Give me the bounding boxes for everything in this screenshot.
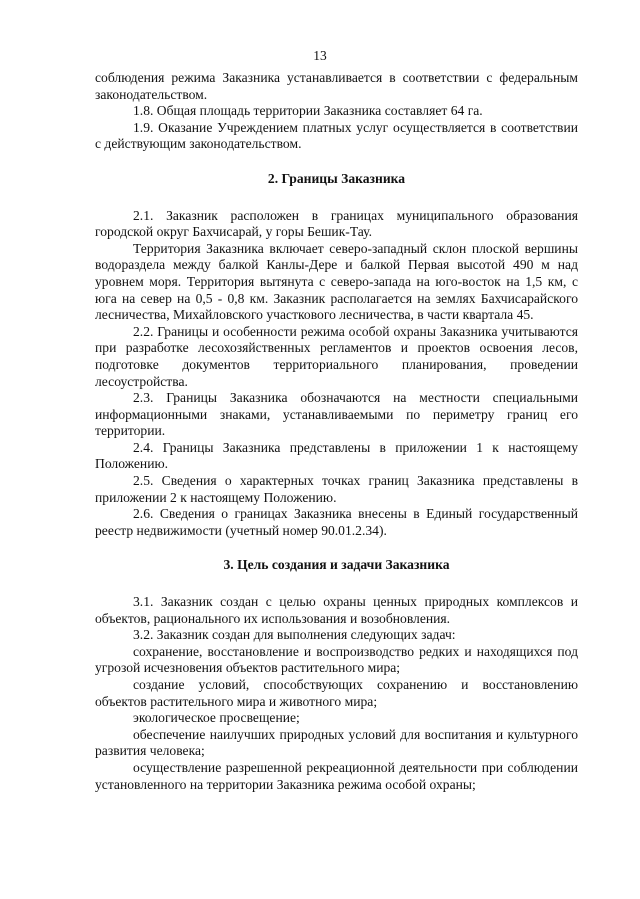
- paragraph-3-2: 3.2. Заказник создан для выполнения следующих задач:: [133, 627, 456, 643]
- paragraph-3-1: 3.1. Заказник создан с целью охраны ценных природных комплексов и объектов, рационального их использования и возобновления.: [95, 594, 578, 626]
- task-item: экологическое просвещение;: [133, 710, 300, 726]
- document-body: [95, 70, 578, 793]
- section-2-heading: 2. Границы Заказника: [267, 170, 406, 186]
- paragraph-2-3: 2.3. Границы Заказника обозначаются на местности специальными информационными знаками, устанавливаемыми по периметру границ его территории.: [95, 390, 578, 439]
- task-item: сохранение, восстановление и воспроизводство редких и находящихся под угрозой исчезновения объектов растительного мира;: [95, 643, 578, 676]
- task-item: обеспечение наилучших природных условий для воспитания и культурного развития человека;: [95, 726, 578, 759]
- paragraph-2-2: 2.2. Границы и особенности режима особой охраны Заказника учитываются при разработке лесохозяйственных регламентов и проектов освоения лесов, подготовке документов территориального планирования, проведении лесоустройства.: [95, 323, 578, 389]
- paragraph-continuation: соблюдения режима Заказника устанавливается в соответствии с федеральным законодательством.: [95, 70, 578, 102]
- paragraph-1-8: 1.8. Общая площадь территории Заказника составляет 64 га.: [133, 103, 483, 119]
- paragraph-2-5: 2.5. Сведения о характерных точках границ Заказника представлены в приложении 2 к настоящему Положению.: [95, 473, 578, 505]
- paragraph-2-6: 2.6. Сведения о границах Заказника внесены в Единый государственный реестр недвижимости (учетный номер 90.01.2.34).: [95, 506, 578, 538]
- page-number: 13: [313, 48, 327, 63]
- section-3-heading: 3. Цель создания и задачи Заказника: [223, 557, 450, 573]
- paragraph-1-9: 1.9. Оказание Учреждением платных услуг осуществляется в соответствии с действующим законодательством.: [95, 119, 578, 152]
- paragraph-2-1: 2.1. Заказник расположен в границах муниципального образования городской округ Бахчисарай, у горы Бешик-Тау.: [95, 207, 578, 240]
- task-item: создание условий, способствующих сохранению и восстановлению объектов растительного мира и животного мира;: [95, 677, 578, 709]
- task-item: осуществление разрешенной рекреационной деятельности при соблюдении установленного на территории Заказника режима особой охраны;: [95, 759, 578, 792]
- paragraph-2-4: 2.4. Границы Заказника представлены в приложении 1 к настоящему Положению.: [95, 439, 578, 472]
- paragraph-territory: Территория Заказника включает северо-западный склон плоской вершины водораздела между балкой Канлы-Дере и балкой Первая высотой 490 м над уровнем моря. Территория вытянута с северо-запада на юго-восток на 1,5 км, с юга на север на 0,5 - 0,8 км. Заказник располагается на землях Бахчисарайского лесничества, Михайловского участкового лесничества, в части квартала 45.: [95, 240, 578, 323]
